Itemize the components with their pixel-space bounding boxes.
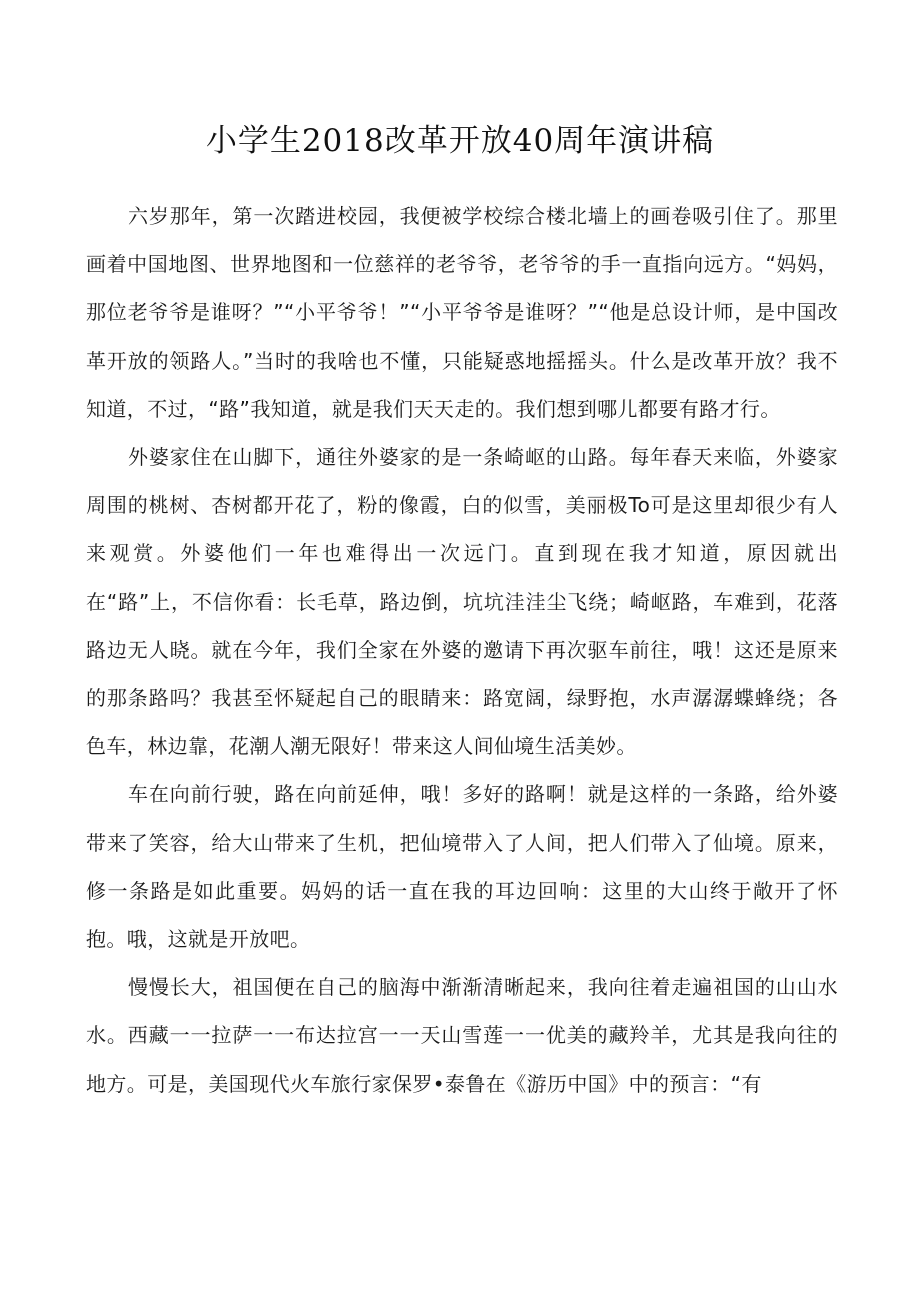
paragraph-2: 外婆家住在山脚下，通往外婆家的是一条崎岖的山路。每年春天来临，外婆家周围的桃树、杏树都开花了，粉的像霞，白的似雪，美丽极To可是这里却很少有人来观赏。外婆他们一年也难得出一次远门。直到现在我才知道，原因就出在“路”上，不信你看：长毛草，路边倒，坑坑洼洼尘飞绕；崎岖路，车难到，花落路边无人晓。就在今年，我们全家在外婆的邀请下再次驱车前往，哦！这还是原来的那条路吗？我甚至怀疑起自己的眼睛来：路宽阔，绿野抱，水声潺潺蝶蜂绕；各色车，林边靠，花潮人潮无限好！带来这人间仙境生活美妙。 [86, 445, 838, 759]
paragraph-3: 车在向前行驶，路在向前延伸，哦！多好的路啊！就是这样的一条路，给外婆带来了笑容，给大山带来了生机，把仙境带入了人间，把人们带入了仙境。原来，修一条路是如此重要。妈妈的话一直在我的耳边回响：这里的大山终于敞开了怀抱。哦，这就是开放吧。 [86, 782, 838, 952]
document-title: 小学生2018改革开放40周年演讲稿 [205, 123, 715, 159]
paragraph-4: 慢慢长大，祖国便在自己的脑海中渐渐清晰起来，我向往着走遍祖国的山山水水。西藏一一拉萨一一布达拉宫一一天山雪莲一一优美的藏羚羊，尤其是我向往的地方。可是，美国现代火车旅行家保罗•泰鲁在《游历中国》中的预言：“有 [86, 975, 838, 1096]
document-body [86, 192, 838, 1108]
paragraph-1: 六岁那年，第一次踏进校园，我便被学校综合楼北墙上的画卷吸引住了。那里画着中国地图、世界地图和一位慈祥的老爷爷，老爷爷的手一直指向远方。“妈妈，那位老爷爷是谁呀？”“小平爷爷！”“小平爷爷是谁呀？”“他是总设计师，是中国改革开放的领路人。”当时的我啥也不懂，只能疑惑地摇摇头。什么是改革开放？我不知道，不过，“路”我知道，就是我们天天走的。我们想到哪儿都要有路才行。 [86, 204, 838, 421]
